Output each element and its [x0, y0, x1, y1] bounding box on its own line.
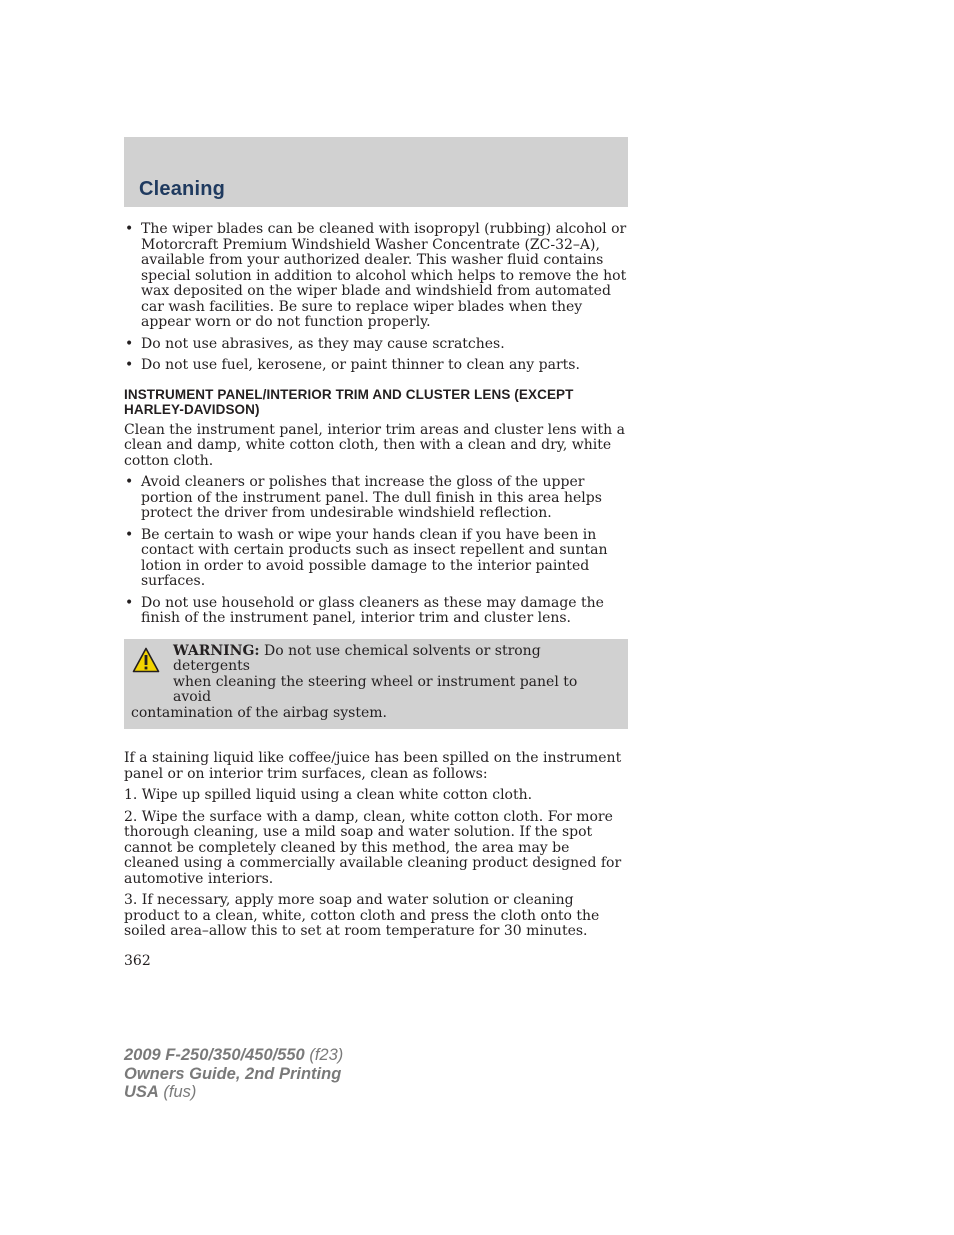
bullet-icon: •	[125, 526, 134, 543]
section-intro: Clean the instrument panel, interior trim areas and cluster lens with a clean and damp, white cotton cloth, then with a clean and dry, white cotton cloth.	[124, 421, 625, 469]
list-item: • The wiper blades can be cleaned with isopropyl (rubbing) alcohol or Motorcraft Premium Windshield Washer Concentrate (ZC-32–A), available from your authorized dealer. This washer fluid contains special solution in addition to alcohol which helps to remove the hot wax deposited on the wiper blade and windshield from automated car wash facilities. Be sure to replace wiper blades when they appear worn or do not function properly.	[125, 221, 627, 330]
section-title: Cleaning	[139, 178, 226, 200]
bullet-icon: •	[125, 221, 134, 237]
warning-text-line3: contamination of the airbag system.	[131, 704, 387, 721]
list-item: • Do not use household or glass cleaners as these may damage the finish of the instrument panel, interior trim and cluster lens.	[125, 594, 604, 626]
bullet-icon: •	[125, 357, 134, 373]
footer-line3: USA (fus)	[124, 1083, 197, 1101]
warning-box	[124, 639, 628, 730]
page-number: 362	[124, 952, 151, 969]
list-item: • Avoid cleaners or polishes that increase the gloss of the upper portion of the instrument panel. The dull finish in this area helps protect the driver from undesirable windshield reflection.	[125, 474, 602, 521]
list-item: • Be certain to wash or wipe your hands clean if you have been in contact with certain products such as insect repellent and suntan lotion in order to avoid possible damage to the interior painted surfaces.	[125, 526, 608, 589]
stain-step: 3. If necessary, apply more soap and water solution or cleaning product to a clean, white, cotton cloth and press the cloth onto the soiled area–allow this to set at room temperature for 30 minutes.	[124, 892, 600, 939]
page-content	[124, 222, 628, 969]
warning-triangle-icon	[132, 647, 160, 673]
footer-line2: Owners Guide, 2nd Printing	[124, 1064, 342, 1083]
bullet-icon: •	[125, 335, 134, 352]
warning-text-line2: when cleaning the steering wheel or instrument panel to avoid	[173, 673, 578, 705]
footer-line1: 2009 F-250/350/450/550 (f23)	[124, 1046, 344, 1064]
stain-step: 2. Wipe the surface with a damp, clean, white cotton cloth. For more thorough cleaning, use a mild soap and water solution. If the spot cannot be completely cleaned by this method, the area may be cleaned using a commercially available cleaning product designed for automotive interiors.	[124, 808, 622, 887]
footer-publication-info	[124, 1046, 343, 1102]
list-item: • Do not use abrasives, as they may cause scratches.	[125, 335, 505, 352]
stain-step: 1. Wipe up spilled liquid using a clean white cotton cloth.	[124, 787, 533, 803]
section-heading: INSTRUMENT PANEL/INTERIOR TRIM AND CLUSTER LENS (EXCEPT HARLEY-DAVIDSON)	[124, 386, 574, 417]
warning-label: WARNING:	[173, 642, 260, 659]
bullet-list-section	[124, 475, 628, 627]
section-header-band	[124, 137, 628, 207]
bullet-list-top	[124, 222, 628, 374]
warning-text-line1: WARNING: Do not use chemical solvents or strong detergents	[173, 642, 541, 674]
bullet-icon: •	[125, 474, 134, 490]
stain-intro: If a staining liquid like coffee/juice has been spilled on the instrument panel or on interior trim surfaces, clean as follows:	[124, 750, 622, 782]
bullet-icon: •	[125, 594, 134, 611]
list-item: • Do not use fuel, kerosene, or paint thinner to clean any parts.	[125, 357, 580, 373]
